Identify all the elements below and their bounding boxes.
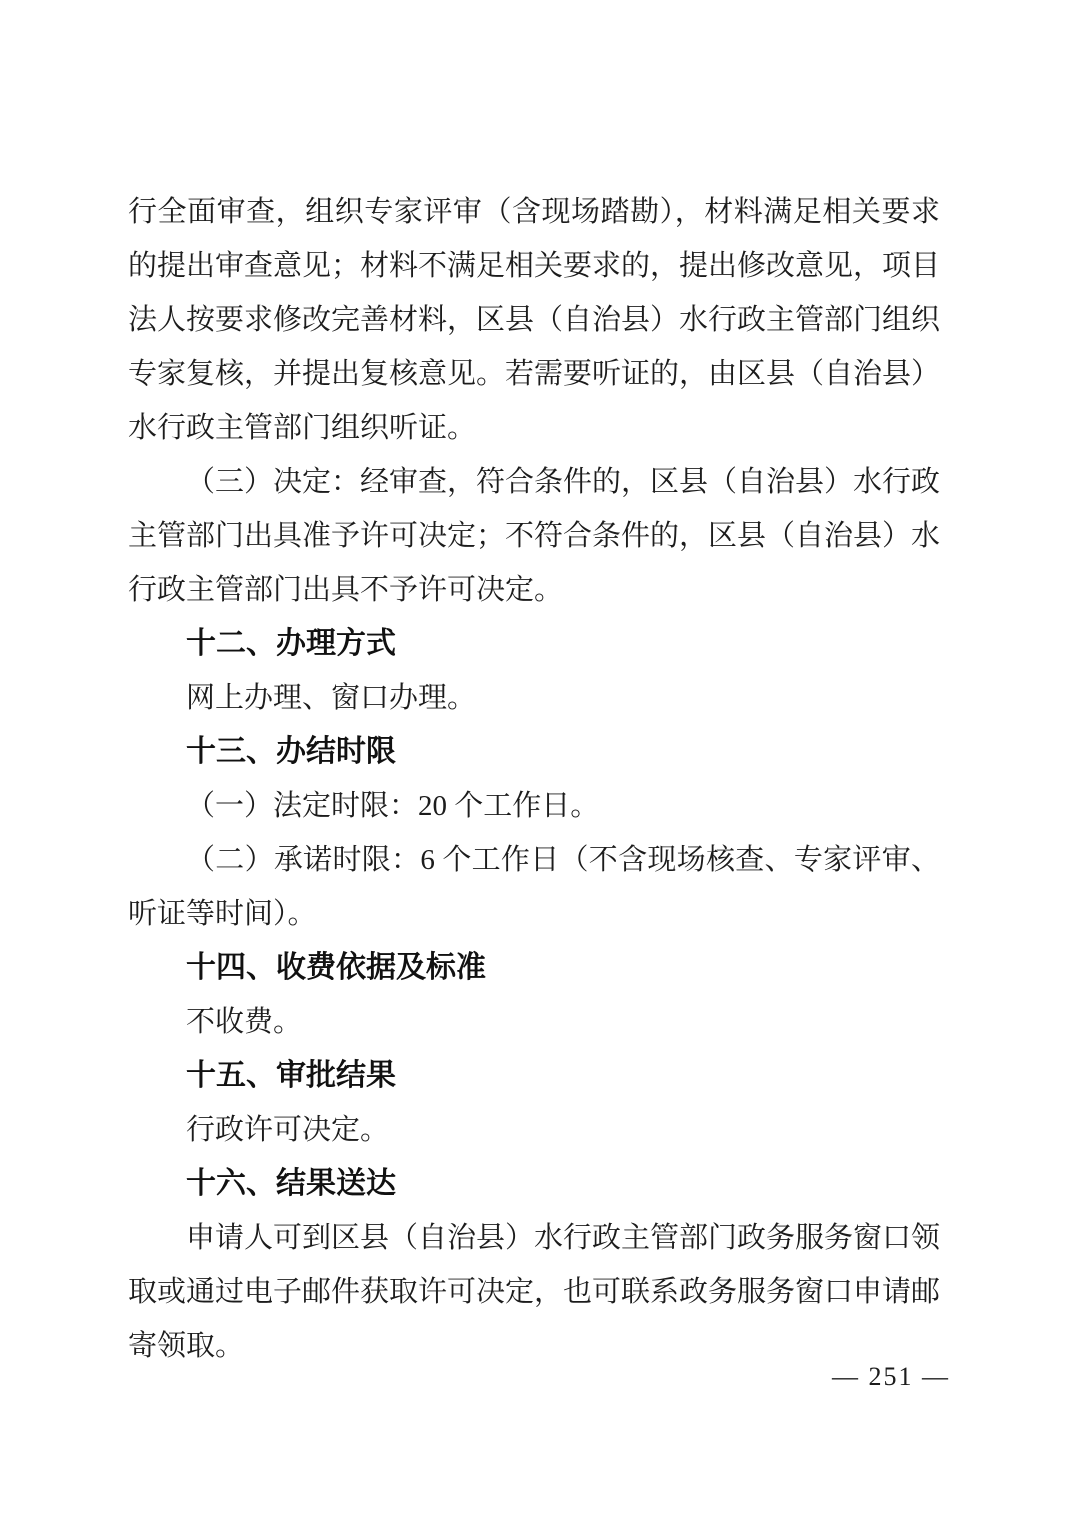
paragraph-line: 不收费。 bbox=[186, 1006, 303, 1038]
page-number: — 251 — bbox=[832, 1362, 950, 1391]
section-heading: 十三、办结时限 bbox=[186, 735, 396, 768]
paragraph-line: 行政主管部门出具不予许可决定。 bbox=[128, 574, 564, 606]
paragraph-line: 听证等时间）。 bbox=[128, 898, 317, 930]
document-body bbox=[128, 185, 940, 1373]
paragraph-line: （二）承诺时限：6 个工作日（不含现场核查、专家评审、 bbox=[186, 844, 940, 876]
section-heading: 十四、收费依据及标准 bbox=[186, 951, 486, 984]
paragraph-line: 行政许可决定。 bbox=[186, 1114, 390, 1146]
paragraph-line: 专家复核，并提出复核意见。若需要听证的，由区县（自治县） bbox=[128, 358, 941, 390]
section-heading: 十六、结果送达 bbox=[186, 1167, 396, 1200]
paragraph-line: 的提出审查意见；材料不满足相关要求的，提出修改意见，项目 bbox=[128, 250, 941, 282]
paragraph-line: 申请人可到区县（自治县）水行政主管部门政务服务窗口领 bbox=[186, 1222, 941, 1254]
paragraph-line: 寄领取。 bbox=[128, 1330, 245, 1362]
section-heading: 十二、办理方式 bbox=[186, 627, 396, 660]
paragraph-line: 取或通过电子邮件获取许可决定，也可联系政务服务窗口申请邮 bbox=[128, 1276, 941, 1308]
paragraph-line: 行全面审查，组织专家评审（含现场踏勘），材料满足相关要求 bbox=[128, 196, 940, 228]
paragraph-line: （三）决定：经审查，符合条件的，区县（自治县）水行政 bbox=[186, 466, 941, 498]
paragraph-line: 主管部门出具准予许可决定；不符合条件的，区县（自治县）水 bbox=[128, 520, 941, 552]
paragraph-line: （一）法定时限：20 个工作日。 bbox=[186, 790, 600, 822]
paragraph-line: 水行政主管部门组织听证。 bbox=[128, 412, 477, 444]
paragraph-line: 网上办理、窗口办理。 bbox=[186, 682, 477, 714]
section-heading: 十五、审批结果 bbox=[186, 1059, 396, 1092]
paragraph-line: 法人按要求修改完善材料，区县（自治县）水行政主管部门组织 bbox=[128, 304, 941, 336]
